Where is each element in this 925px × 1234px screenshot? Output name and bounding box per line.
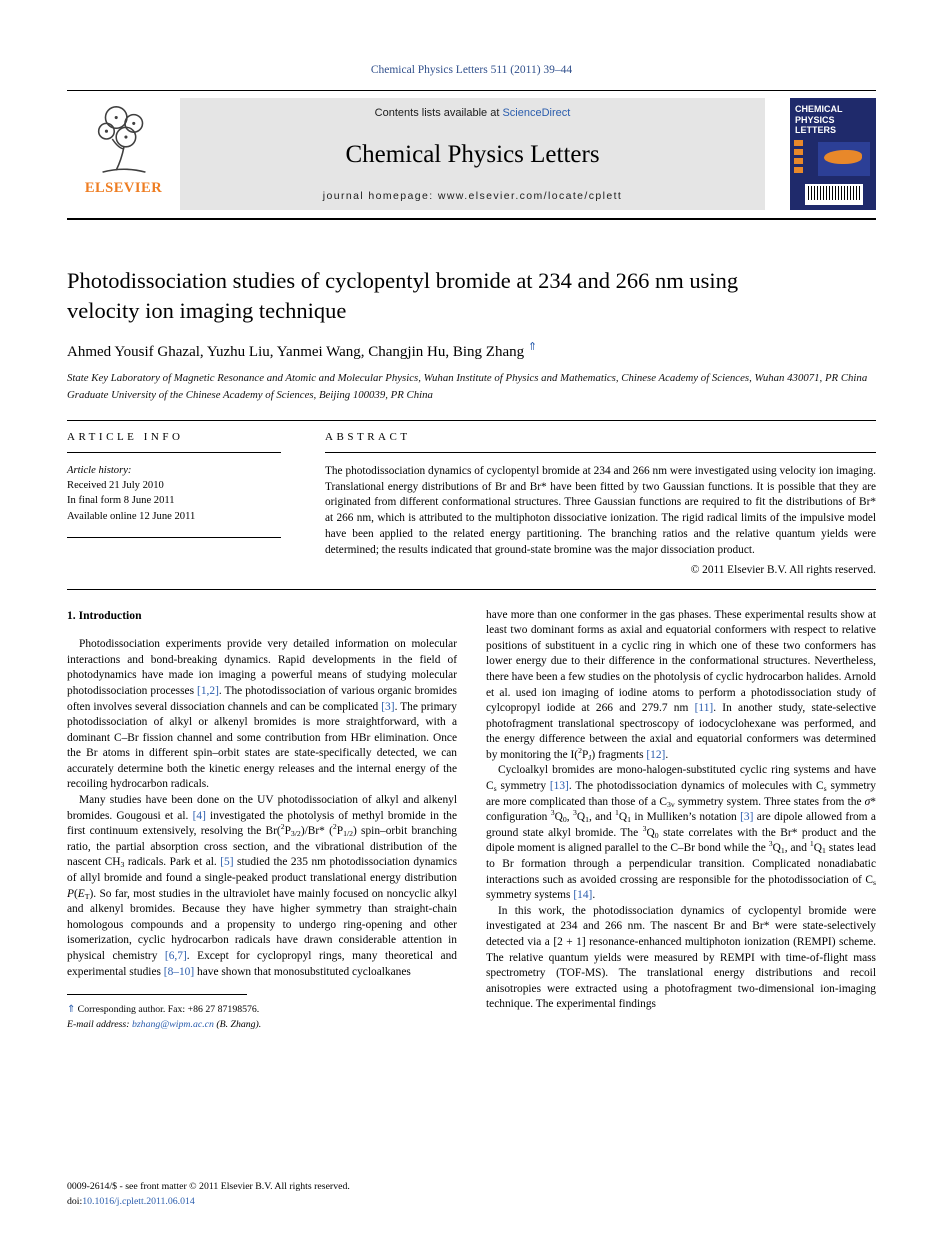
article-info-heading: ARTICLE INFO [67,421,281,453]
footnote-divider [67,994,247,995]
right-paragraphs [486,608,876,1013]
abstract-text: The photodissociation dynamics of cyclopentyl bromide at 234 and 266 nm were investigated using velocity ion imaging. Translational energy distributions of Br and Br* have been fitted by two Gaussian functions. It is possible that they are originated from different conformational structures. Three Gaussian functions are required to fit the distributions of Br* at 266 nm, which is attributed to the multiphoton dissociative ionization. The rigid radical limits of the impulsive model have been applied to the related energy partitioning. The branching ratios and the relative quantum yields were determined; the results indicated that ground-state bromine was the major dissociation product. [325,464,876,556]
citation-link[interactable]: [3] [740,811,754,824]
cover-title-line2: PHYSICS [795,114,835,125]
info-bottom-divider [67,537,281,538]
top-divider [67,90,876,91]
citation-link[interactable]: [13] [549,780,569,793]
footnote-corresponding: ⇑ Corresponding author. Fax: +86 27 87198576. [67,1004,260,1016]
citation-link[interactable]: [12] [646,748,666,761]
info-abstract-section [67,421,876,576]
introduction-heading: 1. Introduction [67,608,142,622]
footnote-mark[interactable]: ⇑ [67,1004,76,1016]
article-history-label: Article history: [67,464,132,476]
journal-citation: Chemical Physics Letters 511 (2011) 39–44 [370,64,573,76]
body-column-left [67,608,457,1033]
journal-homepage-link[interactable]: journal homepage: www.elsevier.com/locate/cplett [322,190,623,202]
citation-link[interactable]: [14] [573,889,593,902]
footnote-email-line: E-mail address: bzhang@wipm.ac.cn (B. Zhang). [67,1019,262,1031]
journal-title: Chemical Physics Letters [345,140,600,168]
doi-label: doi: [67,1196,83,1208]
history-available-online: Available online 12 June 2011 [67,510,196,522]
corresponding-author-mark[interactable]: ⇑ [527,341,538,354]
abstract-column [325,421,876,576]
article-history [67,463,281,524]
citation-link[interactable]: [3] [381,700,395,713]
doi-link[interactable]: 10.1016/j.cplett.2011.06.014 [82,1196,195,1208]
paragraph: Many studies have been done on the UV photodissociation of alkyl and alkenyl bromides. Gougousi et al. [4] investigated the photolysis of methyl bromide in the first continuum extensively, resolving the $Br(^2P_{3/2})/Br*$ $(^2P_{1/2})$ spin–orbit branching ratio, the partial absorption cross section, and the vibrational distribution of the nascent $CH_3$ radicals. Park et al. [5] studied the 235 nm photodissociation dynamics of allyl bromide and found a single-peaked product translational energy distribution $P(E_T)$. So far, most studies in the ultraviolet have mainly focused on noncyclic alkyl and alkenyl bromides. Because they have higher symmetry than straight-chain homologous compounds and a propensity to undergo ring-opening and other isomerization, cyclic hydrocarbon radicals have drawn considerable attention in physical chemistry [6,7]. Except for cyclopropyl rings, many theoretical and experimental studies [8–10] have shown that monosubstituted cycloalkanes [67,794,458,978]
body [67,608,876,1033]
cover-title-line3: LETTERS [795,125,837,136]
footnote [67,980,457,1032]
left-paragraphs [67,637,457,980]
elsevier-logo [67,98,180,210]
citation-link[interactable]: [6,7] [164,950,187,962]
citation-link[interactable]: [1,2] [197,684,219,697]
affiliations [67,370,876,402]
cover-artwork [818,142,870,176]
footer [67,1179,350,1210]
cover-thumbnails [794,140,803,176]
sciencedirect-link[interactable]: ScienceDirect [502,107,571,119]
masthead [67,98,876,210]
history-received: Received 21 July 2010 [67,480,164,492]
abstract-heading: ABSTRACT [325,421,876,453]
citation-link[interactable]: [8–10] [163,965,195,978]
contents-prefix: Contents lists available at [374,107,503,119]
citation-link[interactable]: [5] [220,856,234,869]
citation-link[interactable]: [4] [192,809,206,822]
body-column-right [486,608,876,1033]
article-title: Photodissociation studies of cyclopentyl bromide at 234 and 266 nm using velocity ion imaging technique [67,268,739,323]
doi-line [67,1194,350,1210]
elsevier-tree-icon [82,100,166,178]
contents-line [180,107,765,119]
abstract-copyright: © 2011 Elsevier B.V. All rights reserved. [690,563,876,576]
authors-line [67,340,876,361]
abstract-bottom-divider [67,589,876,590]
affiliation-1: State Key Laboratory of Magnetic Resonance and Atomic and Molecular Physics, Wuhan Institute of Physics and Mathematics, Chinese Academy of Sciences, Wuhan 430071, PR China [67,372,868,385]
author-names: Ahmed Yousif Ghazal, Yuzhu Liu, Yanmei Wang, Changjin Hu, Bing Zhang [67,344,525,361]
citation-link[interactable]: [11] [694,702,714,715]
affiliation-2: Graduate University of the Chinese Academy of Sciences, Beijing 100039, PR China [67,388,433,401]
journal-cover-image [790,98,876,210]
article-info-column [67,421,281,576]
elsevier-wordmark: ELSEVIER [84,180,163,196]
paragraph: have more than one conformer in the gas phases. These experimental results show at least two dominant forms as axial and equatorial conformers with respect to relative positions of substituent in a cyclic ring in which one of these two conformers has lower energy due to their difference in the conformational structures. Nevertheless, there have been a few studies on the photolysis of cyclic hydrocarbon halides. Arnold et al. used ion imaging of iodine atoms to perform a photodissociation study of cylcopropyl iodide at 266 and 279.7 nm [11]. In another study, state-selective photofragment translational spectroscopy of iodocyclohexane was performed, and the energy difference between the axial and equatorial conformers was determined by monitoring the $I(^2P_J)$ fragments [12]. [486,608,877,762]
barcode-icon [805,184,863,205]
email-label: E-mail address: [67,1019,130,1031]
paragraph: Photodissociation experiments provide very detailed information on molecular interactions and bond-breaking dynamics. Rapid developments in the field of photodynamics have made ion imaging a powerful means of studying molecular photodissociation processes [1,2]. The photodissociation of various organic bromides often involves several dissociation channels and can be complicated [3]. The primary photodissociation of alkyl or alkenyl bromides is more straightforward, with a dominant C–Br fission channel and some contribution from HBr elimination. Once the Br atoms in different spin–orbit states are state-specifically detected, we can accurately determine both the kinetic energy releases and the internal energy of the recoiling hydrocarbon radicals. [67,638,457,791]
paragraph: In this work, the photodissociation dynamics of cyclopentyl bromide were investigated at 234 and 266 nm. The nascent Br and Br* were state-selectively detected via a [2 + 1] resonance-enhanced multiphoton ionization (REMPI) scheme. The relative quantum yields were measured by REMPI with time-of-flight mass spectrometry (TOF-MS). The translational energy distributions and recoil anisotropies were extracted using a photofragment two-dimensional ion-imaging technique. The experimental findings [486,904,876,1011]
masthead-divider [67,218,876,220]
paragraph: Cycloalkyl bromides are mono-halogen-substituted cyclic ring systems and have $C_s$ symmetry [13]. The photodissociation dynamics of molecules with $C_s$ symmetry are more complicated than those of a $C_{3v}$ symmetry system. Three states from the σ* configuration $^3Q_0$, $^3Q_1$, and $^1Q_1$ in Mulliken’s notation [3] are dipole allowed from a ground state alkyl bromide. The $^3Q_0$ state correlates with the Br* product and the dipole moment is aligned parallel to the C–Br bond while the $^3Q_1$, and $^1Q_1$ states lead to Br formation through a perpendicular transition. Complicated nonadiabatic interactions such as avoided crossing are responsible for the photodissociation of $C_s$ symmetry systems [14]. [486,764,876,902]
email-link[interactable]: bzhang@wipm.ac.cn [131,1019,214,1031]
history-final-form: In final form 8 June 2011 [67,495,175,507]
cover-title-line1: CHEMICAL [795,104,843,114]
issn-line: 0009-2614/$ - see front matter © 2011 Elsevier B.V. All rights reserved. [67,1180,350,1192]
masthead-center [180,98,765,210]
